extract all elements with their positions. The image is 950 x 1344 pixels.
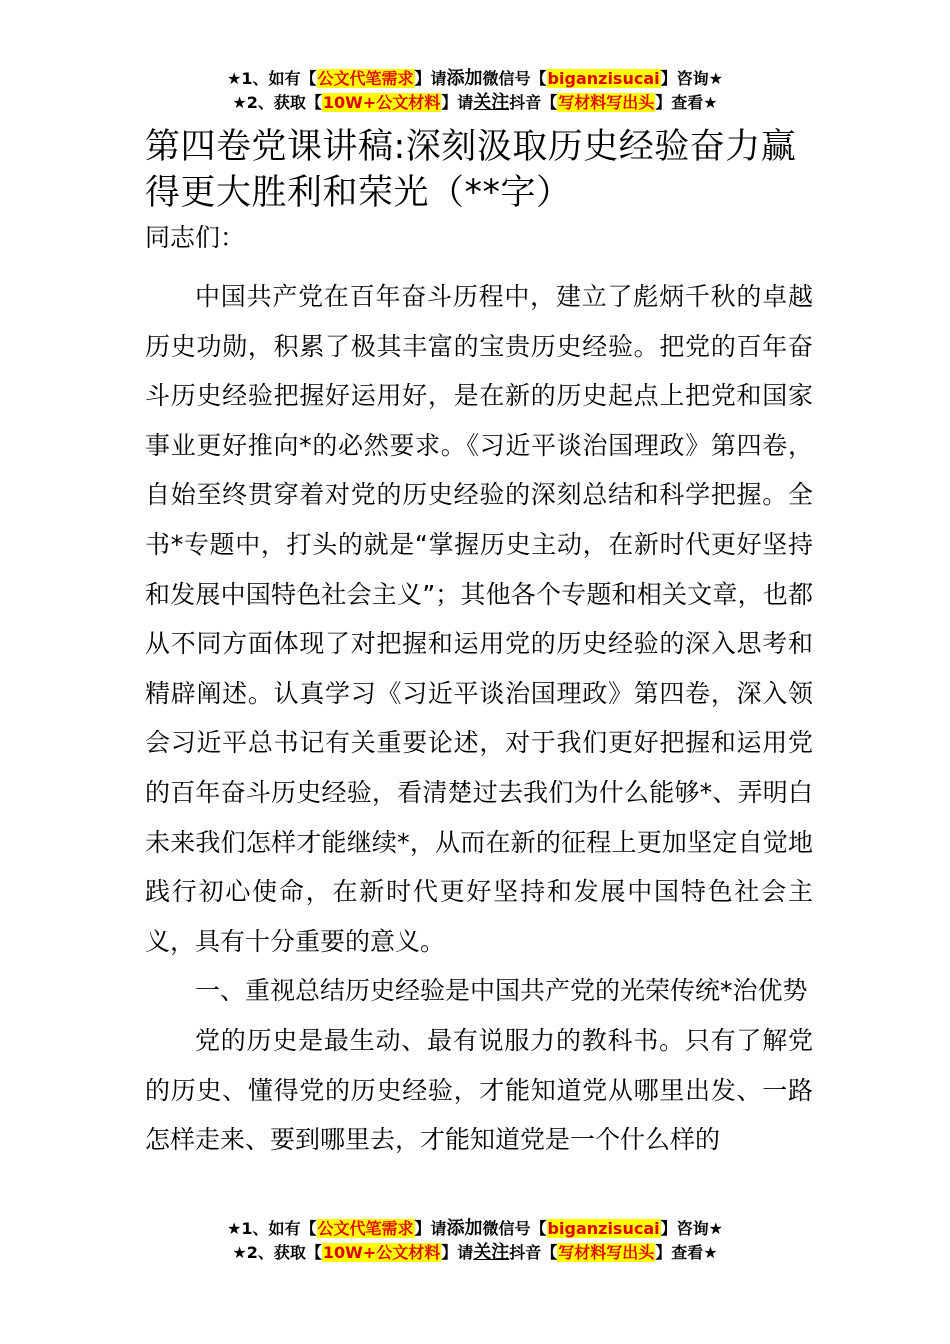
banner-highlight: 公文代笔需求 [317, 1219, 414, 1238]
banner-highlight: biganzisucai [547, 69, 660, 88]
banner-text: 抖音【 [509, 1243, 558, 1262]
banner-text: ★1、如有【 [227, 1219, 317, 1238]
banner-text: 】查看★ [655, 1243, 718, 1262]
header-banner [0, 67, 950, 115]
banner-emphasis: 关注 [473, 1242, 510, 1263]
banner-emphasis: 添加 [446, 68, 483, 89]
banner-text: 】请 [441, 93, 474, 112]
banner-line-1 [0, 1217, 950, 1241]
banner-text: ★2、获取【 [232, 1243, 322, 1262]
banner-text: 】请 [414, 69, 447, 88]
banner-highlight: 写材料写出头 [558, 1243, 655, 1262]
section-heading: 一、重视总结历史经验是中国共产党的光荣传统*治优势 [195, 976, 808, 1006]
banner-highlight: 写材料写出头 [558, 93, 655, 112]
banner-line-1 [0, 67, 950, 91]
document-body [145, 124, 813, 1165]
intro-paragraph: 中国共产党在百年奋斗历程中，建立了彪炳千秋的卓越历史功勋，积累了极其丰富的宝贵历史经验。把党的百年奋斗历史经验把握好运用好，是在新的历史起点上把党和国家事业更好推向*的必然要求。《习近平谈治国理政》第四卷，自始至终贯穿着对党的历史经验的深刻总结和科学把握。全书*专题中，打头的就是“掌握历史主动，在新时代更好坚持和发展中国特色社会主义”；其他各个专题和相关文章，也都从不同方面体现了对把握和运用党的历史经验的深入思考和精辟阐述。认真学习《习近平谈治国理政》第四卷，深入领会习近平总书记有关重要论述，对于我们更好把握和运用党的百年奋斗历史经验，看清楚过去我们为什么能够*、弄明白未来我们怎样才能继续*，从而在新的征程上更加坚定自觉地践行初心使命，在新时代更好坚持和发展中国特色社会主义，具有十分重要的意义。 [145, 282, 813, 956]
salutation: 同志们： [145, 223, 246, 252]
banner-emphasis: 关注 [473, 92, 510, 113]
banner-text: 】请 [441, 1243, 474, 1262]
banner-text: 微信号【 [482, 69, 547, 88]
banner-text: ★2、获取【 [232, 93, 322, 112]
banner-text: 微信号【 [482, 1219, 547, 1238]
banner-text: 】请 [414, 1219, 447, 1238]
banner-highlight: 10W+公文材料 [322, 93, 441, 112]
banner-highlight: 公文代笔需求 [317, 69, 414, 88]
banner-line-2 [0, 91, 950, 115]
banner-text: 抖音【 [509, 93, 558, 112]
banner-text: 】咨询★ [660, 1219, 723, 1238]
banner-text: ★1、如有【 [227, 69, 317, 88]
banner-text: 】咨询★ [660, 69, 723, 88]
banner-highlight: biganzisucai [547, 1219, 660, 1238]
banner-line-2 [0, 1241, 950, 1265]
document-title: 第四卷党课讲稿:深刻汲取历史经验奋力赢得更大胜利和荣光（**字） [145, 127, 797, 213]
banner-emphasis: 添加 [446, 1218, 483, 1239]
banner-highlight: 10W+公文材料 [322, 1243, 441, 1262]
body-paragraph: 党的历史是最生动、最有说服力的教科书。只有了解党的历史、懂得党的历史经验，才能知道党从哪里出发、一路怎样走来、要到哪里去，才能知道党是一个什么样的 [145, 1025, 813, 1155]
footer-banner [0, 1217, 950, 1265]
banner-text: 】查看★ [655, 93, 718, 112]
